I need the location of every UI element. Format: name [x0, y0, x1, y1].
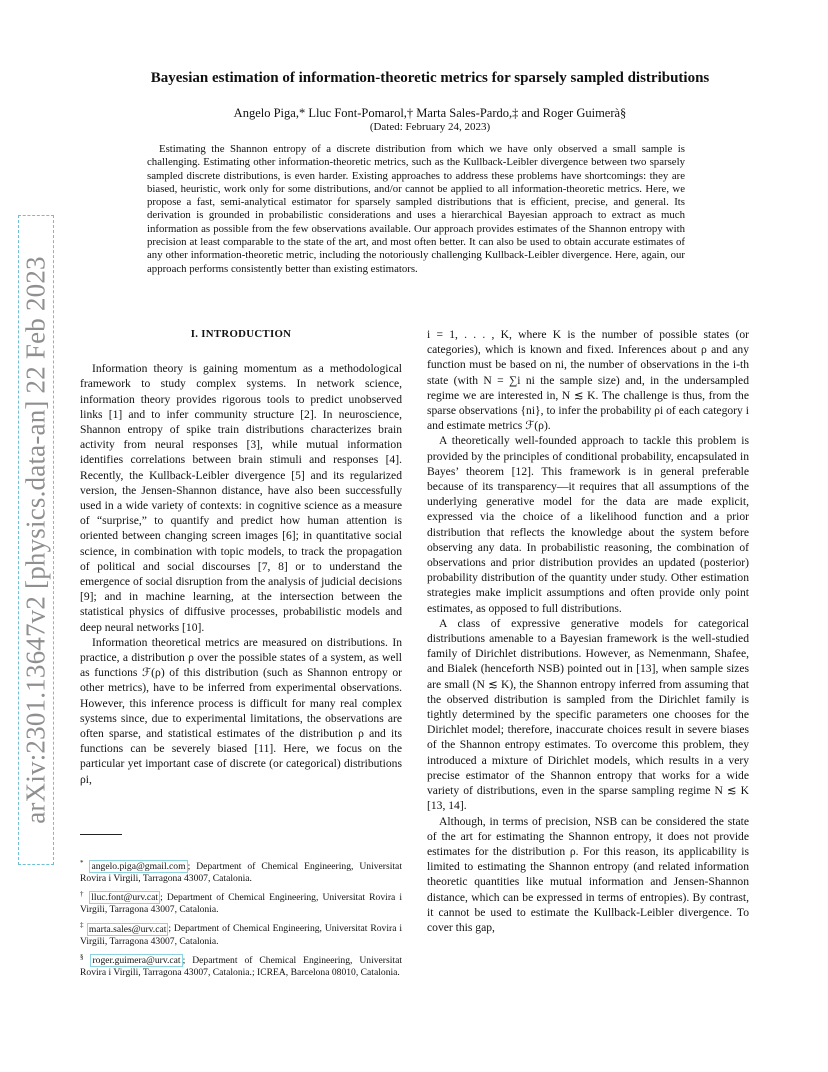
footnotes: [80, 857, 402, 982]
footnote-mark: *: [80, 859, 84, 867]
body-paragraph: A class of expressive generative models for categorical distributions amenable to a Bayesian framework is the well-studied family of Dirichlet distributions. However, as Nemenmann, Shafee, and Bialek (henceforth NSB) pointed out in [13], when sample sizes are small (N ≲ K), the Shannon entropy inferred from assuming that the observed distribution is sampled from the Dirichlet family is tightly determined by the specific parameters one chooses for the Dirichlet model; therefore, inaccurate choices result in severe biases of the Shannon entropy estimates. To overcome this problem, they introduced a mixture of Dirichlet models, which results in a very precise estimator of the Shannon entropy that works for a wide variety of distributions, even in the sparse sampling regime N ≲ K [13, 14].: [427, 616, 749, 813]
left-column: [80, 327, 402, 787]
footnote-text: ; Department of Chemical Engineering, Universitat Rovira i Virgili, Tarragona 43007, Catalonia.: [80, 861, 402, 885]
abstract: Estimating the Shannon entropy of a discrete distribution from which we have only observed a small sample is challenging. Estimating other information-theoretic metrics, such as the Kullback-Leibler divergence between two sparsely sampled discrete distributions, is even harder. Existing approaches to address these problems have shortcomings: they are biased, heuristic, work only for some distributions, and/or cannot be applied to all information-theoretic metrics. Here, we propose a fast, semi-analytical estimator for sparsely sampled distributions that is efficient, precise, and general. Its derivation is grounded in probabilistic considerations and uses a hierarchical Bayesian approach to extract as much information as possible from the few observations available. Our approach provides estimates of the Shannon entropy with precision at least comparable to the state of the art, and most often better. It can also be used to obtain accurate estimates of any other information-theoretic metric, including the notoriously challenging Kullback-Leibler divergence. Here, again, our approach performs consistently better than existing estimators.: [147, 143, 685, 275]
arxiv-id: arXiv:2301.13647v2 [physics.data-an] 22 Feb 2023: [20, 256, 51, 824]
footnote: [80, 888, 402, 916]
body-paragraph: i = 1, . . . , K, where K is the number of possible states (or categories), which is known and fixed. Inferences about ρ and any function must be based on ni, the number of observations in the i-th state (with N = ∑i ni the sample size) and, in the undersampled regime we are interested in, N ≲ K. The challenge is thus, from the sparse observations {ni}, to infer the probability ρi of each category i and estimate metrics ℱ(ρ).: [427, 328, 749, 433]
body-paragraph: Information theoretical metrics are measured on distributions. In practice, a distribution ρ over the possible states of a system, as well as functions ℱ(ρ) of this distribution (such as Shannon entropy or other metrics), have to be inferred from experimental observations. However, this inference process is difficult for many real complex systems since, due to experimental limitations, the observations are often sparse, and statistical estimates of the distribution ρ and its functions can be severely biased [11]. Here, we focus on the particular yet important case of discrete (or categorical) distributions ρi,: [80, 635, 402, 786]
paper-title: Bayesian estimation of information-theoretic metrics for sparsely sampled distributions: [150, 70, 710, 86]
body-paragraph: Although, in terms of precision, NSB can be considered the state of the art for estimating the Shannon entropy, it does not provide estimates for the distribution ρ. For this reason, its applicability is limited to estimating the Shannon entropy (and related information theoretic quantities like mutual information and Jensen-Shannon distance, which can be expressed in terms of entropies). By contrast, it cannot be used to estimate the Kullback-Leibler divergence. To cover this gap,: [427, 814, 749, 934]
footnote-rule: [80, 834, 122, 835]
footnote-text: ; Department of Chemical Engineering, Universitat Rovira i Virgili, Tarragona 43007, Catalonia.: [80, 923, 403, 947]
email-link[interactable]: angelo.piga@gmail.com: [91, 861, 186, 873]
email-link[interactable]: lluc.font@urv.cat: [91, 892, 159, 904]
section-heading: I. INTRODUCTION: [190, 328, 292, 340]
body-paragraph: A theoretically well-founded approach to tackle this problem is provided by the principles of conditional probability, encapsulated in Bayes’ theorem [12]. This framework is in general preferable because of its transparency—it requires that all assumptions of the underlying generative model for the data are made explicit, expressed via the choice of a likelihood function and a prior distribution that reflects the knowledge about the system before observing any data. In probabilistic reasoning, the combination of observations and prior distribution provides an updated (posterior) probability distribution of the quantity under study. Other estimation strategies make implicit assumptions and often provide only point estimates, as opposed to full distributions.: [427, 434, 749, 615]
arxiv-sidebar: [18, 215, 54, 865]
body-paragraph: Information theory is gaining momentum as a methodological framework to study complex systems. In network science, information theory provides rigorous tools to predict unobserved links [1] and to infer community structure [2]. In neuroscience, Shannon entropy of spike train distributions characterizes brain activity from neural responses [3], while mutual information identifies correlations between brain stimuli and responses [4]. Recently, the Kullback-Leibler divergence [5] and its regularized version, the Jensen-Shannon distance, have also been successfully used in a wide variety of contexts: in cognitive science as a measure of “surprise,” to quantify and predict how human attention is oriented between changing screen images [6]; in quantitative social science, in combination with topic models, to track the propagation of political and social discourses [7, 8] or to understand the emergence of social disruption from the analysis of judicial decisions [9]; and in machine learning, at the intersection between the statistical physics of diffusive processes, probabilistic models and deep neural networks [10].: [80, 362, 402, 634]
date-line: (Dated: February 24, 2023): [369, 121, 491, 133]
footnote: [80, 857, 402, 885]
footnote-mark: §: [80, 952, 84, 961]
email-link[interactable]: marta.sales@urv.cat: [88, 923, 167, 935]
author-list: Angelo Piga,* Lluc Font-Pomarol,† Marta Sales-Pardo,‡ and Roger Guimerà§: [233, 106, 627, 120]
right-column: [427, 327, 749, 935]
email-link[interactable]: roger.guimera@urv.cat: [92, 954, 181, 966]
footnote-text: ; Department of Chemical Engineering, Universitat Rovira i Virgili, Tarragona 43007, Catalonia.; ICREA, Barcelona 08010, Catalonia.: [80, 954, 402, 978]
footnote-mark: †: [80, 890, 86, 899]
footnote-text: ; Department of Chemical Engineering, Universitat Rovira i Virgili, Tarragona 43007, Catalonia.: [80, 892, 403, 916]
footnote-mark: ‡: [80, 921, 84, 930]
footnote: [80, 919, 402, 947]
footnote: [80, 951, 402, 979]
